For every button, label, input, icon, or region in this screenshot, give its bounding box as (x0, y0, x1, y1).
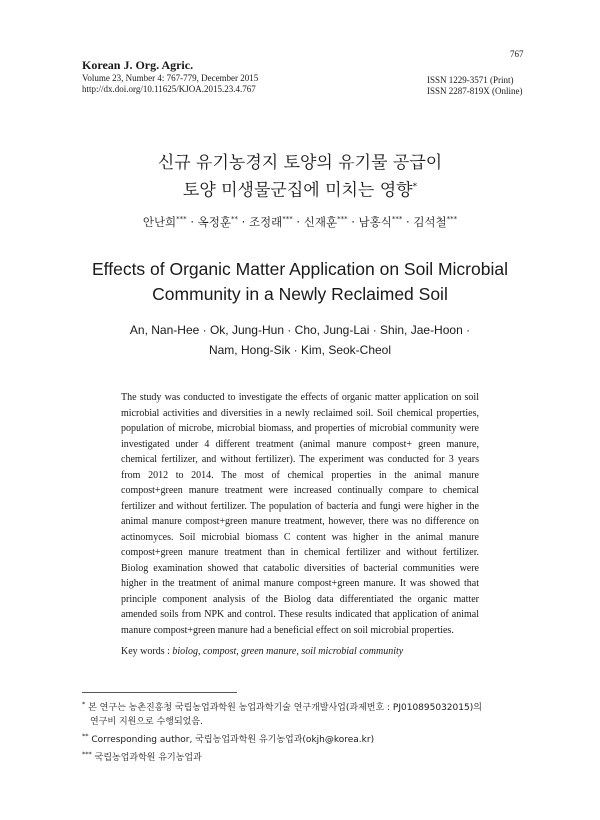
doi-link[interactable]: http://dx.doi.org/10.11625/KJOA.2015.23.4.767 (82, 84, 256, 94)
korean-authors: 안난희*** · 옥정훈** · 조정래*** · 신재훈*** · 남홍식*** · 김석철*** (142, 215, 458, 229)
author-separator: · (406, 215, 410, 229)
title-footnote-marker: * (412, 182, 418, 192)
english-title: Effects of Organic Matter Application on Soil Microbial Community in a Newly Reclaimed Soil (92, 259, 508, 304)
english-authors: An, Nan-Hee · Ok, Jung-Hun · Cho, Jung-Lai · Shin, Jae-Hoon · Nam, Hong-Sik · Kim, Seok-Cheol (129, 323, 471, 357)
footnotes (82, 697, 532, 765)
keywords (121, 646, 501, 657)
author-separator: · (241, 215, 246, 229)
author: 조정래 (248, 215, 283, 229)
journal-name: Korean J. Org. Agric. (82, 58, 194, 72)
author-separator: · (351, 215, 355, 229)
footnote-affiliation: *** 국립농업과학원 유기농업과 (82, 750, 202, 763)
korean-title-line1: 신규 유기농경지 토양의 유기물 공급이 (157, 153, 443, 173)
page-number: 767 (510, 49, 524, 59)
korean-title-line2: 토양 미생물군집에 미치는 영향* (182, 180, 418, 201)
keywords-list: biolog, compost, green manure, soil microbial community (172, 646, 404, 657)
footnote-corresponding: ** Corresponding author, 국립농업과학원 유기농업과(okjh@korea.kr) (82, 732, 375, 745)
author-separator: · (296, 215, 301, 229)
footnote-divider (82, 692, 237, 693)
abstract: The study was conducted to investigate the effects of organic matter application on soil microbial activities and diversities in a newly reclaimed soil. Soil chemical properties, population of microbe, microbial biomass, and properties of microbial community were investigated under 4 different treatment (animal manure compost+ green manure, chemical fertilizer, and without fertilizer). The experiment was conducted for 3 years from 2012 to 2014. The most of chemical properties in the animal manure compost+green manure treatment were increased continually compare to chemical fertilizer and without fertilizer. The population of bacteria and fungi were higher in the animal manure compost+green manure treatment, however, there was no difference on actinomyces. Soil microbial biomass C content was higher in the animal manure compost+green manure treatment than in chemical fertilizer and without fertilizer. Biolog examination showed that catabolic diversities of bacterial communities were higher in the treatment of animal manure compost+green manure. It was showed that principle component analysis of the Biolog data differentiated the organic matter amended soils from NPK and control. These results indicated that application of animal manure compost+green manure had a beneficial effect on soil microbial properties. (121, 392, 479, 636)
issn-online: ISSN 2287-819X (Online) (427, 86, 523, 96)
author: 김석철 (413, 215, 447, 229)
author: 안난희 (142, 215, 177, 229)
issn-print: ISSN 1229-3571 (Print) (427, 75, 514, 85)
keywords-label: Key words : (121, 646, 170, 657)
author: 옥정훈 (197, 215, 231, 229)
footnote-funding: * 본 연구는 농촌진흥청 국립농업과학원 농업과학기술 연구개발사업(과제번호 : PJ010895032015)의 (82, 700, 482, 713)
author-separator: · (190, 215, 194, 229)
volume-line: Volume 23, Number 4: 767-779, December 2015 (82, 73, 259, 83)
author: 남홍식 (358, 215, 392, 229)
footnote-funding-cont: 연구비 지원으로 수행되었음. (90, 717, 203, 727)
author: 신재훈 (303, 215, 338, 229)
korean-title (0, 151, 600, 203)
issn-block (427, 75, 523, 97)
